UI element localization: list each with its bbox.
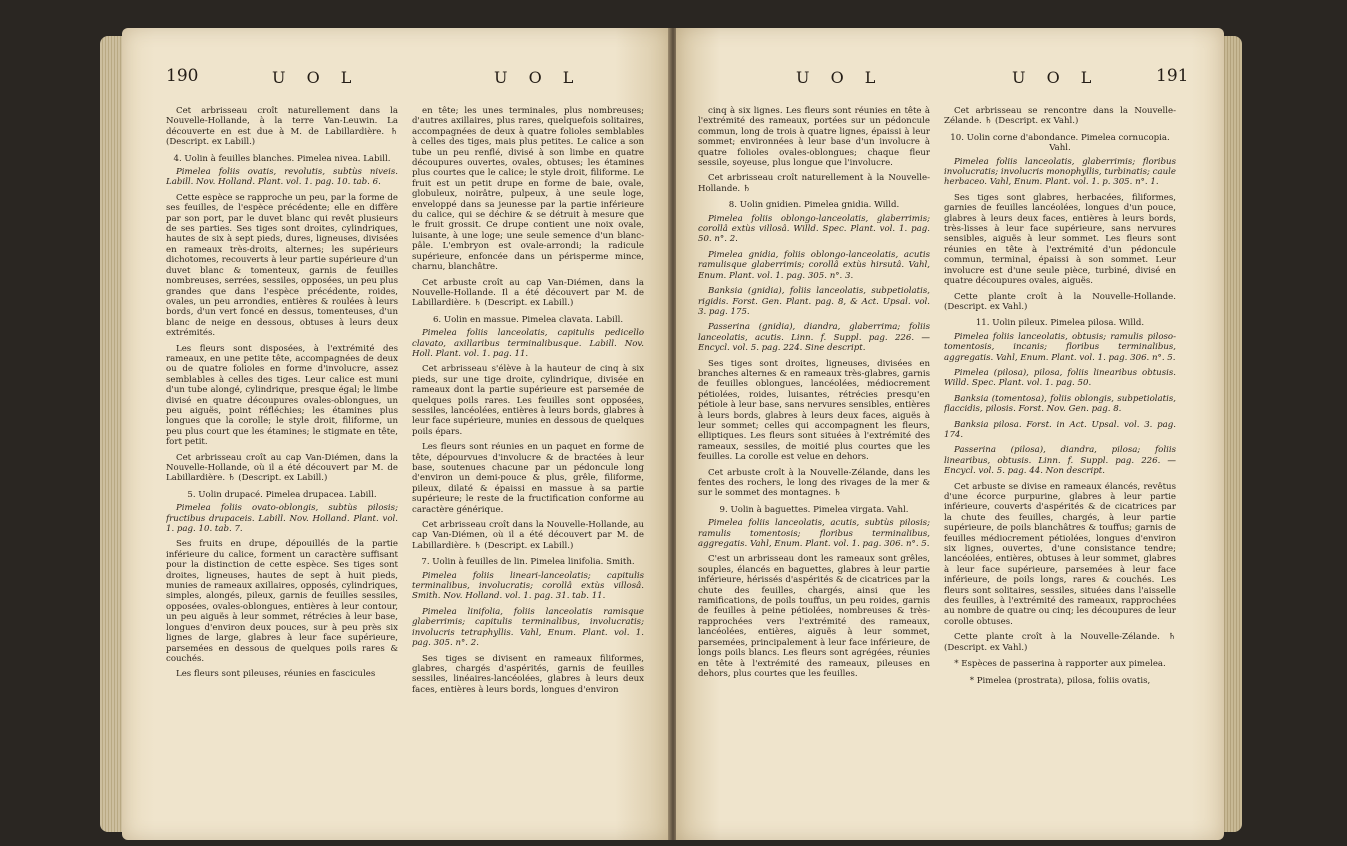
paragraph: Pimelea gnidia, foliis oblongo-lanceolatis, acutis ramulisque glaberrimis; corollâ extùs hirsutâ. Vahl, Enum. Plant. vol. 1. pag. 305. n°. 3.	[698, 249, 930, 281]
paragraph: Les fleurs sont réunies en un paquet en forme de tête, dépourvues d'involucre & de bractées à leur base, soutenues chacune par un pédoncule long d'environ un demi-pouce & plus, grêle, filiforme, pileux, dilaté & épaissi en massue à sa partie supérieure; le reste de la fructification conforme au caractère générique.	[412, 442, 644, 515]
paragraph: Les fleurs sont pileuses, réunies en fascicules	[176, 669, 376, 680]
paragraph: 4. Uolin à feuilles blanches. Pimelea nivea. Labill.	[173, 153, 391, 164]
paragraph: Cet arbrisseau se rencontre dans la Nouvelle-Zélande. ♄ (Descript. ex Vahl.)	[944, 106, 1176, 127]
paragraph: Cet arbrisseau croît au cap Van-Diémen, dans la Nouvelle-Hollande, où il a été découvert par M. de Labillardière. ♄ (Descript. ex Labill.)	[166, 452, 398, 484]
page-number: 190	[166, 66, 199, 86]
paragraph: Pimelea foliis ovatis, revolutis, subtùs niveis. Labill. Nov. Holland. Plant. vol. 1. pag. 10. tab. 6.	[166, 167, 398, 188]
paragraph: Passerina (pilosa), diandra, pilosa; foliis linearibus, obtusis. Linn. f. Suppl. pag. 226. — Encycl. vol. 5. pag. 44. Non descript.	[944, 445, 1176, 477]
page-number: 191	[1156, 66, 1189, 86]
text-column	[698, 106, 930, 840]
paragraph: Passerina (gnidia), diandra, glaberrima; foliis lanceolatis, acutis. Linn. f. Suppl. pag. 226. — Encycl. vol. 5. pag. 224. Sine descript.	[698, 322, 930, 354]
paragraph: Banksia (tomentosa), foliis oblongis, subpetiolatis, flaccidis, pilosis. Forst. Nov. Gen. pag. 8.	[944, 393, 1176, 415]
running-head: U O L	[494, 68, 582, 87]
paragraph: Pimelea foliis lanceolatis, obtusis; ramulis piloso-tomentosis, incanis; floribus terminalibus, aggregatis. Vahl, Enum. Plant. vol. 1. pag. 306. n°. 5.	[944, 331, 1176, 363]
paragraph: 7. Uolin à feuilles de lin. Pimelea linifolia. Smith.	[421, 557, 635, 568]
paragraph: Pimelea foliis lanceolatis, capitulis pedicello clavato, axillaribus terminalibusque. Labill. Nov. Holl. Plant. vol. 1. pag. 11.	[412, 328, 644, 359]
page-edges-right	[1222, 36, 1242, 832]
paragraph: Cet arbuste croît au cap Van-Diémen, dans la Nouvelle-Hollande. Il a été découvert par M. de Labillardière. ♄ (Descript. ex Labill.)	[412, 277, 644, 309]
paragraph: Ses fruits en drupe, dépouillés de la partie inférieure du calice, forment un caractère suffisant pour la distinction de cette espèce. Ses tiges sont droites, ligneuses, hautes de sept à huit pieds, munies de rameaux axillaires, opposés, cylindriques, simples, alongés, pileux, garnis de feuilles sessiles, opposées, ovales-oblongues, entières à leur contour, un peu aiguës à leur sommet, rétrécies à leur base, longues d'environ deux pouces, sur à peu près six lignes de large, glabres à leur face supérieure, parsemées en dessous de quelques poils rares & couchés.	[166, 539, 398, 664]
paragraph: Pimelea foliis oblongo-lanceolatis, glaberrimis; corollâ extùs villosâ. Willd. Spec. Plant. vol. 1. pag. 50. n°. 2.	[698, 213, 930, 245]
paragraph: Banksia (gnidia), foliis lanceolatis, subpetiolatis, rigidis. Forst. Gen. Plant. pag. 8, & Act. Upsal. vol. 3. pag. 175.	[698, 286, 930, 317]
text-column	[166, 106, 398, 840]
paragraph: Ses tiges sont droites, ligneuses, divisées en branches alternes & en rameaux très-glabres, garnis de feuilles oblongues, lancéolées, médiocrement pétiolées, roides, luisantes, rétrécies presqu'en pétiole à leur base, sans nervures sensibles, entières à leurs bords, glabres à leurs deux faces, aiguës à leur sommet; celles qui accompagnent les fleurs, elliptiques. Les fleurs sont situées à l'extrémité des rameaux, sessiles, de moitié plus courtes que les feuilles. La corolle est velue en dehors.	[698, 358, 930, 463]
paragraph: Cette plante croît à la Nouvelle-Hollande. (Descript. ex Vahl.)	[944, 291, 1176, 312]
paragraph: Pimelea foliis lanceolatis, glaberrimis; floribus involucratis; involucris monophyllis, turbinatis; caule herbaceo. Vahl, Enum. Plant. vol. 1. p. 305. n°. 1.	[944, 156, 1176, 188]
page-edges-left	[100, 36, 124, 832]
paragraph: Cet arbuste se divise en rameaux élancés, revêtus d'une écorce purpurine, glabres à leur partie inférieure, couverts d'aspérités & de cicatrices par la chute des feuilles, chargés, à leur partie supérieure, de poils blanchâtres & touffus; garnis de feuilles médiocrement pétiolées, longues d'environ six lignes, ouvertes, d'une consistance tendre; lancéolées, entières, obtuses à leur sommet, glabres à leur face supérieure, parsemées à leur face inférieure, de poils longs, rares & couchés. Les fleurs sont solitaires, sessiles, situées dans l'aisselle des feuilles, à l'extrémité des rameaux, rapprochées au nombre de quatre ou cinq; les découpures de leur corolle obtuses.	[944, 481, 1176, 627]
paragraph: Pimelea foliis lanceolatis, acutis, subtùs pilosis; ramulis tomentosis; floribus terminalibus, aggregatis. Vahl, Enum. Plant. vol. 1. pag. 306. n°. 5.	[698, 518, 930, 550]
paragraph: 10. Uolin corne d'abondance. Pimelea cornucopia. Vahl.	[950, 132, 1170, 154]
paragraph: cinq à six lignes. Les fleurs sont réunies en tête à l'extrémité des rameaux, portées sur un pédoncule commun, long de trois à quatre lignes, épaissi à leur sommet; environnées à leur base d'un involucre à quatre folioles ovales-oblongues; chaque fleur sessile, soyeuse, plus longue que l'involucre.	[698, 106, 930, 169]
paragraph: Pimelea foliis lineari-lanceolatis; capitulis terminalibus, involucratis; corollâ extùs villosâ. Smith. Nov. Holland. vol. 1. pag. 31. tab. 11.	[412, 570, 644, 602]
paragraph: Pimelea linifolia, foliis lanceolatis ramisque glaberrimis; capitulis terminalibus, involucratis; involucris tetraphyllis. Vahl, Enum. Plant. vol. 1. pag. 305. n°. 2.	[412, 606, 644, 649]
paragraph: en tête; les unes terminales, plus nombreuses; d'autres axillaires, plus rares, quelquefois solitaires, accompagnées de deux à quatre folioles semblables à celles des tiges, mais plus petites. Le calice a son tube un peu renflé, divisé à son limbe en quatre découpures ouvertes, ovales, obtuses; les étamines plus courtes que le calice; le style droit, filiforme. Le fruit est un petit drupe en forme de baie, ovale, globuleux, noirâtre, pulpeux, à une seule loge, enveloppé dans sa jeunesse par la partie inférieure du calice, qui se déchire & se détruit à mesure que le fruit grossit. Ce drupe contient une noix ovale, luisante, à une loge; une seule semence d'un blanc-pâle. L'embryon est ovale-arrondi; la radicule supérieure, enfoncée dans un périsperme mince, charnu, blanchâtre.	[412, 106, 644, 273]
paragraph: Cette espèce se rapproche un peu, par la forme de ses feuilles, de l'espèce précédente; elle en diffère par son port, par le duvet blanc qui revêt plusieurs de ses parties. Ses tiges sont droites, cylindriques, hautes de six à sept pieds, dures, ligneuses, divisées en rameaux très-droits, alternes; les supérieurs dichotomes, recouverts à leur partie supérieure d'un duvet blanc & tomenteux, garnis de feuilles nombreuses, serrées, sessiles, opposées, un peu plus grandes que dans l'espèce précédente, roides, ovales, un peu arrondies, entières & roulées à leurs bords, d'un vert foncé en dessus, tomenteuses, d'un blanc de neige en dessous, obtuses à leurs deux extrémités.	[166, 192, 398, 339]
paragraph: Les fleurs sont disposées, à l'extrémité des rameaux, en une petite tête, accompagnées de deux ou de quatre folioles en forme d'involucre, assez semblables à celles des tiges. Leur calice est muni d'un tube alongé, cylindrique, presque égal; le limbe divisé en quatre découpures ovales-oblongues, un peu aiguës, point réfléchies; les étamines plus longues que la corolle; le style droit, filiforme, un peu plus court que les étamines; le stigmate en tête, fort petit.	[166, 343, 398, 448]
paragraph: Ses tiges sont glabres, herbacées, filiformes, garnies de feuilles lancéolées, longues d'un pouce, glabres à leurs deux faces, entières à leurs bords, très-lisses à leur face supérieure, sans nervures sensibles, aiguës à leur sommet. Les fleurs sont réunies en tête à l'extrémité d'un pédoncule commun, terminal, épaissi à son sommet. Leur involucre est d'une seule pièce, turbiné, divisé en quatre découpures ovales, aiguës.	[944, 192, 1176, 287]
paragraph: Cet arbrisseau s'élève à la hauteur de cinq à six pieds, sur une tige droite, cylindrique, divisée en rameaux dont la partie supérieure est parsemée de quelques poils rares. Les feuilles sont opposées, sessiles, lancéolées, entières à leurs bords, glabres à leur face supérieure, munies en dessous de quelques poils épars.	[412, 364, 644, 437]
paragraph: 8. Uolin gnidien. Pimelea gnidia. Willd.	[728, 200, 900, 211]
running-head: U O L	[1012, 68, 1100, 87]
paragraph: * Espèces de passerina à rapporter aux pimelea.	[954, 659, 1166, 670]
paragraph: 5. Uolin drupacé. Pimelea drupacea. Labill.	[187, 489, 377, 500]
paragraph: 11. Uolin pileux. Pimelea pilosa. Willd.	[975, 318, 1145, 329]
text-column	[412, 106, 644, 840]
right-page	[676, 28, 1224, 840]
running-head: U O L	[272, 68, 360, 87]
paragraph: * Pimelea (prostrata), pilosa, foliis ovatis,	[969, 675, 1151, 686]
paragraph: Cette plante croît à la Nouvelle-Zélande. ♄ (Descript. ex Vahl.)	[944, 632, 1176, 653]
paragraph: C'est un arbrisseau dont les rameaux sont grêles, souples, élancés en baguettes, glabres à leur partie inférieure, hérissés d'aspérités & de cicatrices par la chute des feuilles, chargés, ainsi que les ramifications, de poils touffus, un peu roides, garnis de feuilles à peine pétiolées, nombreuses & très-rapprochées vers l'extrémité des rameaux, lancéolées, entières, aiguës à leur sommet, parsemées, principalement à leur face inférieure, de longs poils blancs. Les fleurs sont agrégées, réunies en tête à l'extrémité des rameaux, pileuses en dehors, plus courtes que les feuilles.	[698, 554, 930, 679]
paragraph: 9. Uolin à baguettes. Pimelea virgata. Vahl.	[719, 504, 909, 515]
paragraph: Cet arbuste croît à la Nouvelle-Zélande, dans les fentes des rochers, le long des rivages de la mer & sur le sommet des montagnes. ♄	[698, 467, 930, 499]
left-page	[122, 28, 670, 840]
paragraph: Ses tiges se divisent en rameaux filiformes, glabres, chargés d'aspérités, garnis de feuilles sessiles, linéaires-lancéolées, glabres à leurs deux faces, entières à leurs bords, longues d'environ	[412, 653, 644, 695]
paragraph: 6. Uolin en massue. Pimelea clavata. Labill.	[432, 314, 624, 325]
paragraph: Cet arbrisseau croît dans la Nouvelle-Hollande, au cap Van-Diémen, où il a été découvert par M. de Labillardière. ♄ (Descript. ex Labill.)	[412, 520, 644, 551]
text-column	[944, 106, 1176, 840]
paragraph: Banksia pilosa. Forst. in Act. Upsal. vol. 3. pag. 174.	[944, 419, 1176, 440]
paragraph: Pimelea (pilosa), pilosa, foliis linearibus obtusis. Willd. Spec. Plant. vol. 1. pag. 50.	[944, 367, 1176, 389]
running-head: U O L	[796, 68, 884, 87]
paragraph: Cet arbrisseau croît naturellement à la Nouvelle-Hollande. ♄	[698, 173, 930, 194]
paragraph: Pimelea foliis ovato-oblongis, subtùs pilosis; fructibus drupaceis. Labill. Nov. Holland. Plant. vol. 1. pag. 10. tab. 7.	[166, 503, 398, 535]
paragraph: Cet arbrisseau croît naturellement dans la Nouvelle-Hollande, à la terre Van-Leuwin. La découverte en est due à M. de Labillardière. ♄ (Descript. ex Labill.)	[166, 106, 398, 148]
